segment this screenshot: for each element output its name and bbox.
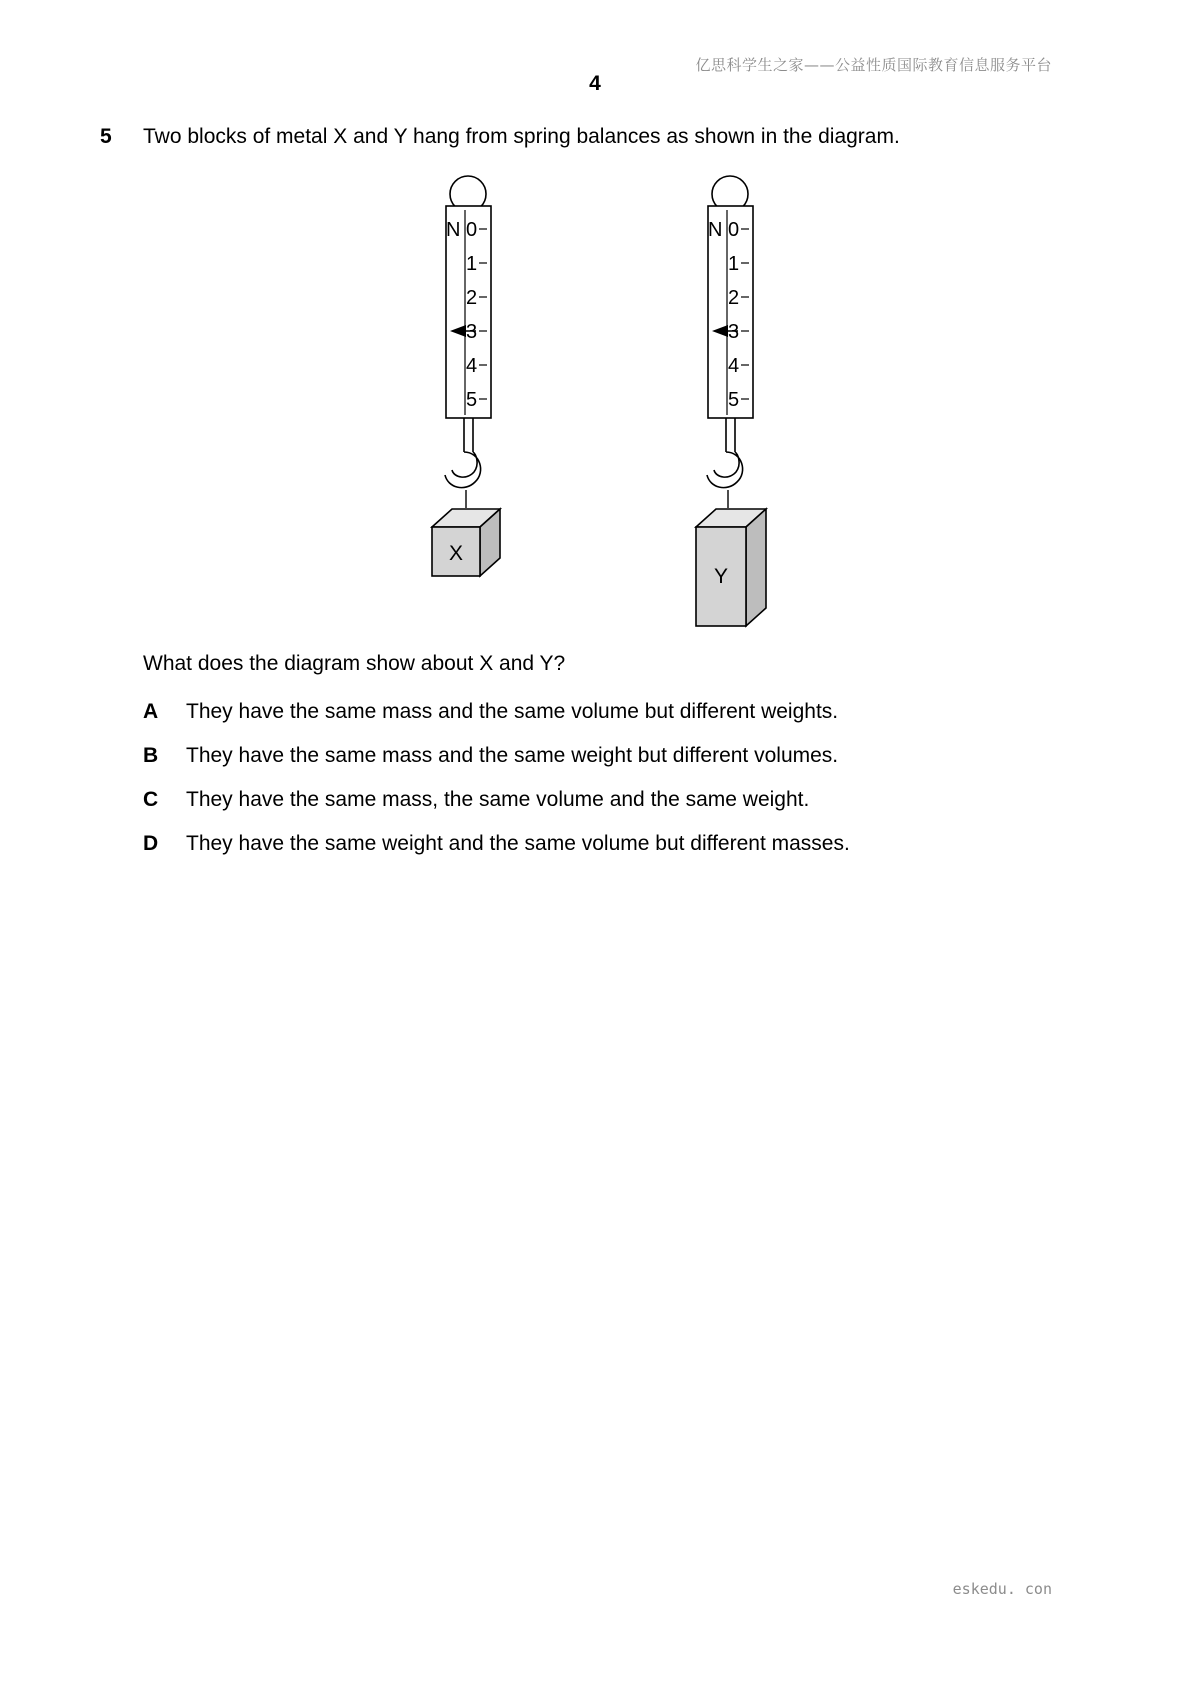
header-watermark: 亿思科学生之家——公益性质国际教育信息服务平台 [695,56,1052,74]
block-y-side-face [746,509,766,626]
balance-y-scale-label-5: 5 [728,389,740,411]
option-c-text: They have the same mass, the same volume and the same weight. [186,788,810,811]
balance-y-scale-label-2: 2 [728,287,740,309]
option-c-letter: C [143,788,159,811]
balance-x-scale-label-2: 2 [466,287,478,309]
balance-x-scale-label-4: 4 [466,355,478,377]
balance-x-unit-label: N [446,219,461,241]
balance-y-scale-label-0: 0 [728,219,740,241]
spring-balance-x [432,176,500,576]
option-a-letter: A [143,700,159,723]
block-y-label: Y [713,565,729,588]
balance-y-scale-label-4: 4 [728,355,740,377]
balance-y-unit-label: N [708,219,723,241]
balance-x-scale-label-1: 1 [466,253,478,275]
block-x-label: X [448,542,464,565]
option-a-text: They have the same mass and the same volume but different weights. [186,700,839,723]
balance-x-scale-label-0: 0 [466,219,478,241]
balance-y-scale-label-1: 1 [728,253,740,275]
option-b-text: They have the same mass and the same weight but different volumes. [186,744,839,767]
balance-x-scale-label-5: 5 [466,389,478,411]
question-prompt: What does the diagram show about X and Y? [143,652,566,675]
block-y [696,509,766,626]
balance-y-scale-label-3: 3 [728,321,740,343]
option-d-letter: D [143,832,159,855]
option-d-text: They have the same weight and the same volume but different masses. [186,832,850,855]
footer-watermark: eskedu. con [952,1580,1052,1598]
balance-y-hook-icon [707,418,743,488]
question-stem: Two blocks of metal X and Y hang from spring balances as shown in the diagram. [143,125,900,148]
spring-balance-y [696,176,766,626]
block-x [432,509,500,576]
balance-x-scale-label-3: 3 [466,321,478,343]
option-b-letter: B [143,744,159,767]
spring-balance-diagram [420,172,790,632]
page-number: 4 [589,72,601,95]
question-number: 5 [100,125,112,148]
balance-x-hook-icon [445,418,481,488]
